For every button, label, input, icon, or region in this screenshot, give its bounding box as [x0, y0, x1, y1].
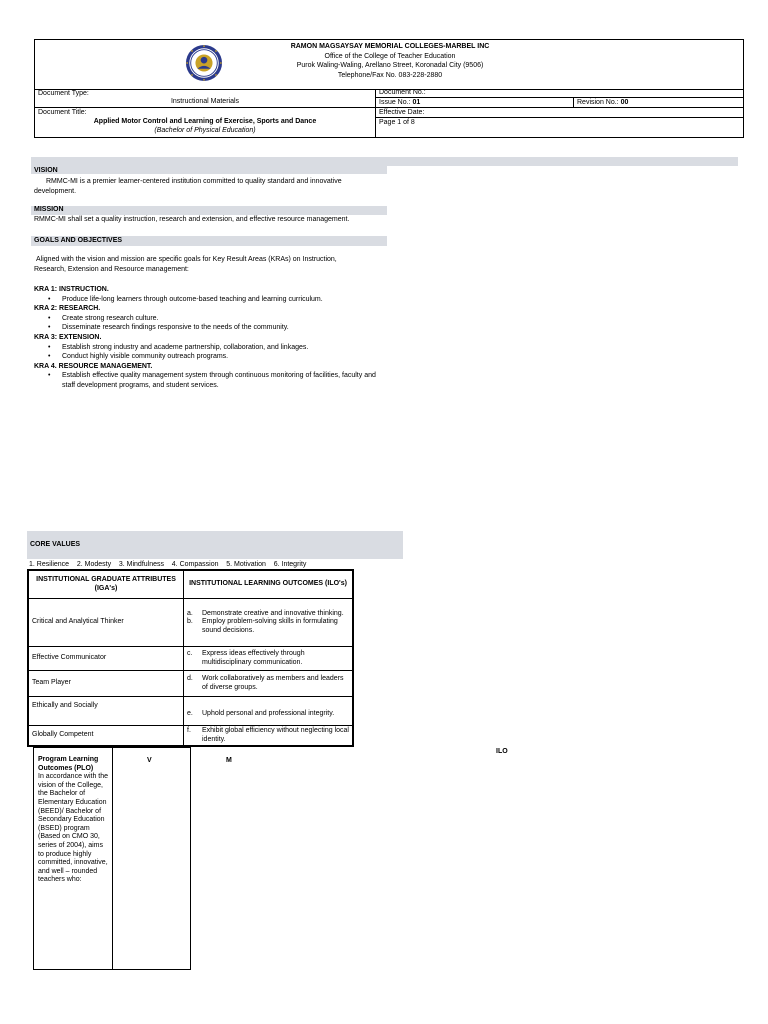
- ilo-item: [187, 675, 349, 692]
- ilo-item: [187, 727, 349, 744]
- header-rule: [375, 117, 743, 118]
- revision-number-label: Revision No.:: [577, 99, 619, 106]
- plo-column-m: M: [226, 757, 232, 764]
- vision-title: VISION: [34, 167, 58, 174]
- kra-heading: KRA 3: EXTENSION.: [34, 333, 102, 341]
- institution-address: Purok Waling-Waling, Arellano Street, Koronadal City (9506): [296, 62, 484, 70]
- institution-phone: Telephone/Fax No. 083-228-2880: [337, 71, 443, 79]
- kra-heading: KRA 4. RESOURCE MANAGEMENT.: [34, 362, 153, 370]
- section-bar: [31, 157, 738, 166]
- ilo-letter: e.: [187, 709, 193, 717]
- plo-cell: [38, 756, 110, 885]
- revision-number: [577, 99, 628, 107]
- table-row: [29, 697, 353, 726]
- document-header: [34, 39, 744, 138]
- header-rule: [375, 107, 743, 108]
- ilo-cell: [184, 599, 353, 647]
- iga-cell: Team Player: [29, 671, 184, 697]
- kra-heading: KRA 1: INSTRUCTION.: [34, 286, 109, 293]
- ilo-text: Demonstrate creative and innovative thinking.: [202, 609, 344, 617]
- doc-title-subtitle: (Bachelor of Physical Education): [154, 127, 256, 134]
- header-rule: [375, 97, 743, 98]
- page-number: Page 1 of 8: [379, 119, 415, 126]
- doc-number-label: Document No.:: [379, 89, 426, 96]
- iga-header: INSTITUTIONAL GRADUATE ATTRIBUTES (IGA's): [29, 571, 184, 599]
- kra-item: • Establish strong industry and academe partnership, collaboration, and linkages.: [34, 343, 394, 353]
- header-rule: [35, 107, 375, 108]
- ilo-item: [187, 650, 349, 667]
- plo-title: Program Learning Outcomes (PLO): [38, 756, 99, 772]
- kra-list: [34, 285, 394, 391]
- issue-number-value: 01: [412, 99, 421, 106]
- doc-title-value: Applied Motor Control and Learning of Exercise, Sports and Dance: [93, 118, 317, 125]
- issue-number: [379, 99, 420, 107]
- ilo-text: Exhibit global efficiency without neglecting local identity.: [202, 727, 349, 743]
- goals-intro: Aligned with the vision and mission are specific goals for Key Result Areas (KRAs) on Instruction, Research, Extension and Resource management:: [34, 256, 337, 273]
- plo-description: In accordance with the vision of the College, the Bachelor of Elementary Education (BEED)/ Bachelor of Secondary Education (BSED) program (Based on CMO 30, series of 2004), aims to produce highly committed, innovative, and well – rounded teachers who:: [38, 773, 109, 884]
- table-row: [29, 726, 353, 746]
- institution-name: RAMON MAGSAYSAY MEMORIAL COLLEGES-MARBEL INC: [290, 43, 490, 50]
- institution-info: [235, 42, 545, 80]
- kra-item: • Create strong research culture.: [34, 314, 394, 324]
- ilo-text: Uphold personal and professional integrity.: [202, 709, 335, 717]
- plo-column-divider: [112, 748, 113, 969]
- table-row: [29, 647, 353, 671]
- revision-number-value: 00: [620, 99, 629, 106]
- mission-text: RMMC-MI shall set a quality instruction, research and extension, and effective resource management.: [34, 216, 350, 223]
- core-values-title: CORE VALUES: [30, 541, 81, 548]
- plo-column-v: V: [147, 757, 152, 764]
- ilo-item: [187, 618, 349, 635]
- ilo-text: Work collaboratively as members and leaders of diverse groups.: [202, 675, 344, 691]
- doc-type-label: Document Type:: [38, 90, 89, 97]
- iga-cell: Ethically and Socially: [29, 697, 184, 726]
- vision-text: RMMC-MI is a premier learner-centered institution committed to quality standard and innovative development.: [34, 178, 342, 195]
- kra-item: • Conduct highly visible community outreach programs.: [34, 352, 394, 362]
- iga-cell: Globally Competent: [29, 726, 184, 746]
- kra-item: • Establish effective quality management system through continuous monitoring of facilities, faculty and staff development programs, and student services.: [34, 371, 394, 390]
- kra-item: • Produce life-long learners through outcome-based teaching and learning curriculum.: [34, 295, 394, 305]
- kra-heading: KRA 2: RESEARCH.: [34, 305, 101, 313]
- ilo-cell: [184, 726, 353, 746]
- ilo-letter: c.: [187, 650, 193, 658]
- plo-table: [33, 747, 191, 970]
- section-bar: [31, 206, 387, 215]
- doc-title-label: Document Title:: [38, 109, 87, 116]
- mission-title: MISSION: [34, 206, 64, 213]
- ilo-cell: [184, 671, 353, 697]
- header-divider: [573, 97, 574, 107]
- ilo-letter: f.: [187, 727, 191, 735]
- goals-title: GOALS AND OBJECTIVES: [34, 237, 123, 244]
- header-institution-block: [35, 40, 743, 90]
- issue-number-label: Issue No.:: [379, 99, 411, 106]
- core-values-bar: [27, 531, 403, 559]
- iga-cell: Critical and Analytical Thinker: [29, 599, 184, 647]
- ilo-item: [187, 710, 349, 718]
- section-bar: [31, 166, 387, 174]
- doc-type-value: Instructional Materials: [170, 98, 240, 105]
- ilo-text: Express ideas effectively through multidisciplinary communication.: [202, 650, 305, 666]
- ilo-cell: [184, 647, 353, 671]
- ilo-letter: b.: [187, 618, 193, 626]
- ilo-item: [187, 610, 349, 618]
- office-name: Office of the College of Teacher Education: [324, 52, 456, 60]
- ilo-letter: d.: [187, 675, 193, 683]
- college-seal-icon: [185, 44, 223, 82]
- table-row: [29, 671, 353, 697]
- ilo-header: INSTITUTIONAL LEARNING OUTCOMES (ILO's): [184, 571, 353, 599]
- iga-cell: Effective Communicator: [29, 647, 184, 671]
- effective-date-label: Effective Date:: [379, 109, 425, 116]
- ilo-letter: a.: [187, 609, 193, 617]
- ilo-text: Employ problem-solving skills in formulating sound decisions.: [202, 618, 338, 634]
- kra-item: • Disseminate research findings responsive to the needs of the community.: [34, 323, 394, 333]
- plo-column-ilo: ILO: [496, 748, 508, 755]
- core-values-list: 1. Resilience 2. Modesty 3. Mindfulness 4. Compassion 5. Motivation 6. Integrity: [29, 561, 307, 568]
- table-row: [29, 599, 353, 647]
- ilo-cell: [184, 697, 353, 726]
- iga-ilo-table: [27, 569, 354, 747]
